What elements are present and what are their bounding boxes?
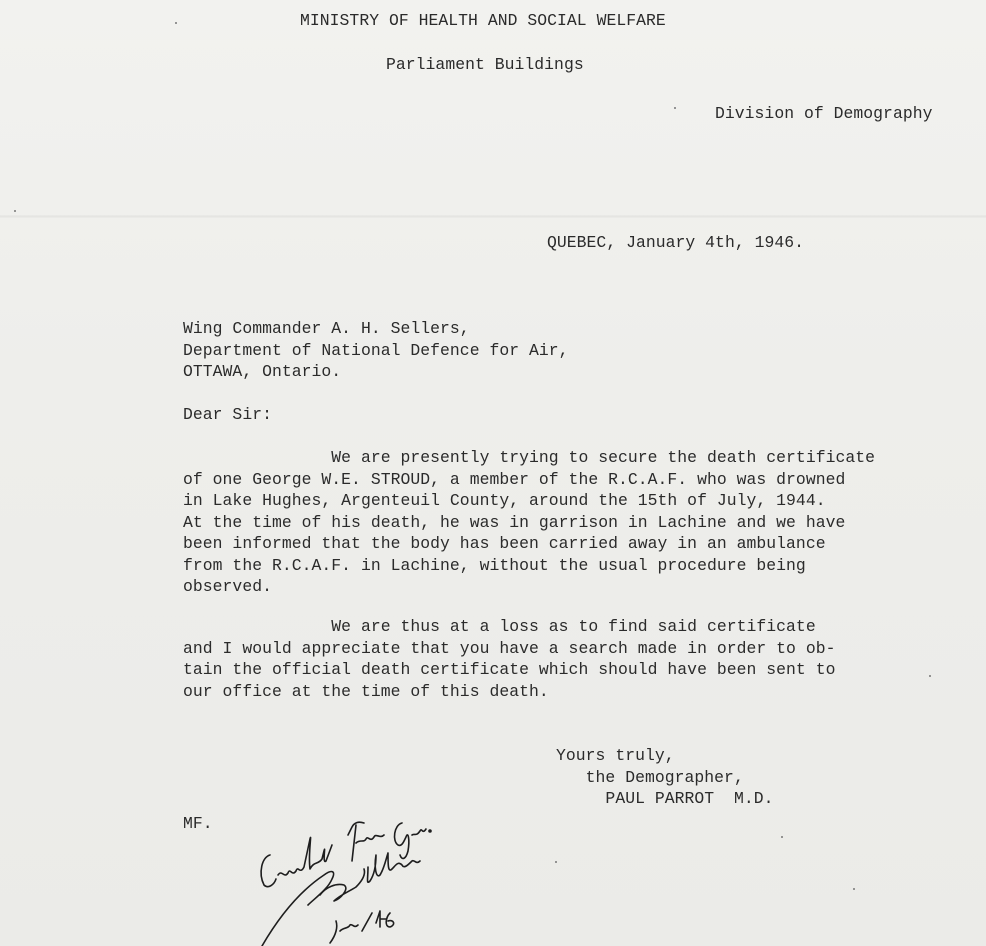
paper-speck — [853, 888, 855, 890]
body-paragraph-1 — [183, 447, 875, 598]
body-line: At the time of his death, he was in garrison in Lachine and we have — [183, 512, 846, 532]
body-line: and I would appreciate that you have a search made in order to ob- — [183, 638, 836, 658]
body-line: from the R.C.A.F. in Lachine, without the usual procedure being — [183, 555, 806, 575]
paper-speck — [781, 836, 783, 838]
salutation: Dear Sir: — [183, 405, 272, 424]
recipient-line: OTTAWA, Ontario. — [183, 362, 342, 381]
letterhead-building: Parliament Buildings — [386, 55, 584, 74]
letterhead-division: Division of Demography — [715, 104, 933, 123]
closing-line: the Demographer, — [556, 767, 744, 787]
paper-speck — [674, 107, 676, 109]
body-line: in Lake Hughes, Argenteuil County, around the 15th of July, 1944. — [183, 491, 826, 510]
body-line: our office at the time of this death. — [183, 681, 549, 701]
paper-speck — [929, 675, 931, 677]
handwritten-certification-signature — [240, 795, 460, 946]
paper-speck — [175, 22, 177, 24]
paper-fold-line — [0, 215, 986, 218]
recipient-address — [183, 318, 569, 383]
body-line: of one George W.E. STROUD, a member of the R.C.A.F. who was drowned — [183, 469, 846, 489]
body-line: observed. — [183, 577, 272, 596]
closing-line: PAUL PARROT M.D. — [556, 789, 774, 808]
paper-speck — [14, 210, 16, 212]
recipient-line: Wing Commander A. H. Sellers, — [183, 319, 470, 338]
body-line: been informed that the body has been carried away in an ambulance — [183, 534, 826, 553]
body-line: We are thus at a loss as to find said certificate — [183, 617, 816, 636]
typist-initials: MF. — [183, 814, 213, 833]
closing-line: Yours truly, — [556, 746, 675, 765]
body-paragraph-2 — [183, 616, 835, 702]
letterhead-ministry: MINISTRY OF HEALTH AND SOCIAL WELFARE — [300, 11, 666, 30]
body-line: We are presently trying to secure the death certificate — [183, 448, 876, 467]
closing-block — [556, 745, 774, 810]
paper-speck — [555, 861, 557, 863]
recipient-line: Department of National Defence for Air, — [183, 340, 569, 360]
date-line: QUEBEC, January 4th, 1946. — [547, 233, 805, 252]
body-line: tain the official death certificate which should have been sent to — [183, 660, 836, 679]
